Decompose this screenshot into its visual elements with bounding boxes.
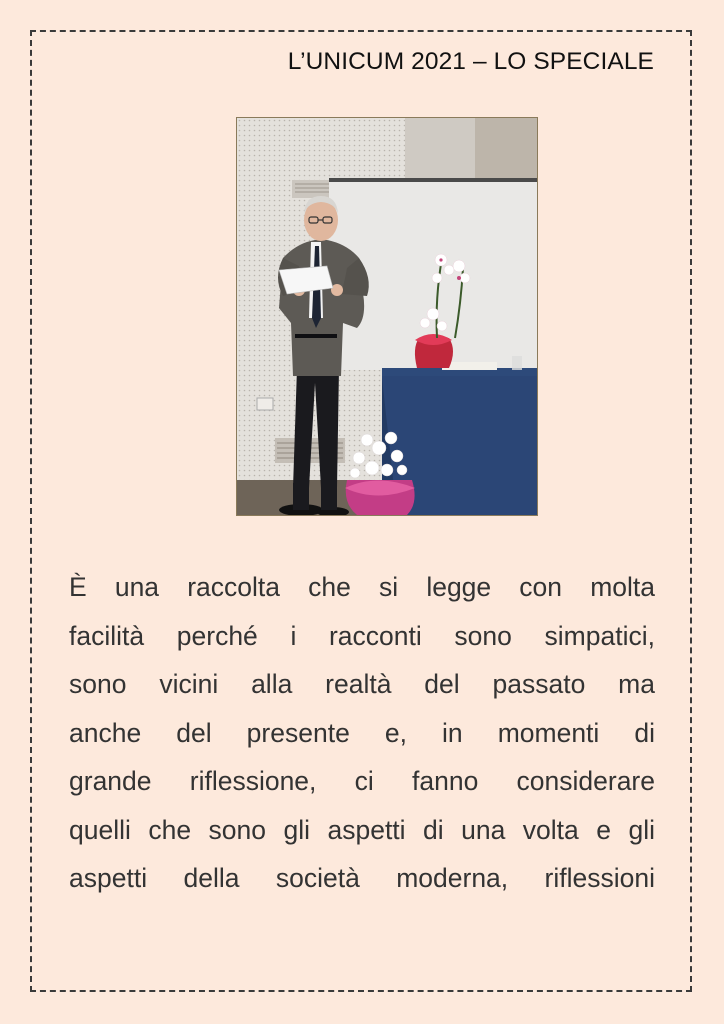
event-photo [236,117,538,516]
speaker-photo-illustration [237,118,537,515]
page-title: L’UNICUM 2021 – LO SPECIALE [287,48,654,75]
body-line: facilità perché i racconti sono simpatici, [69,620,655,651]
body-line: aspetti della società moderna, riflessioni [69,863,655,893]
body-line: anche del presente e, in momenti di [69,717,655,748]
body-line: sono vicini alla realtà del passato ma [69,669,655,699]
body-line: grande riflessione, ci fanno considerare [69,766,655,796]
body-line: È una raccolta che si legge con molta [69,572,655,602]
article-body [69,563,655,903]
body-line: quelli che sono gli aspetti di una volta e gli [69,814,655,845]
